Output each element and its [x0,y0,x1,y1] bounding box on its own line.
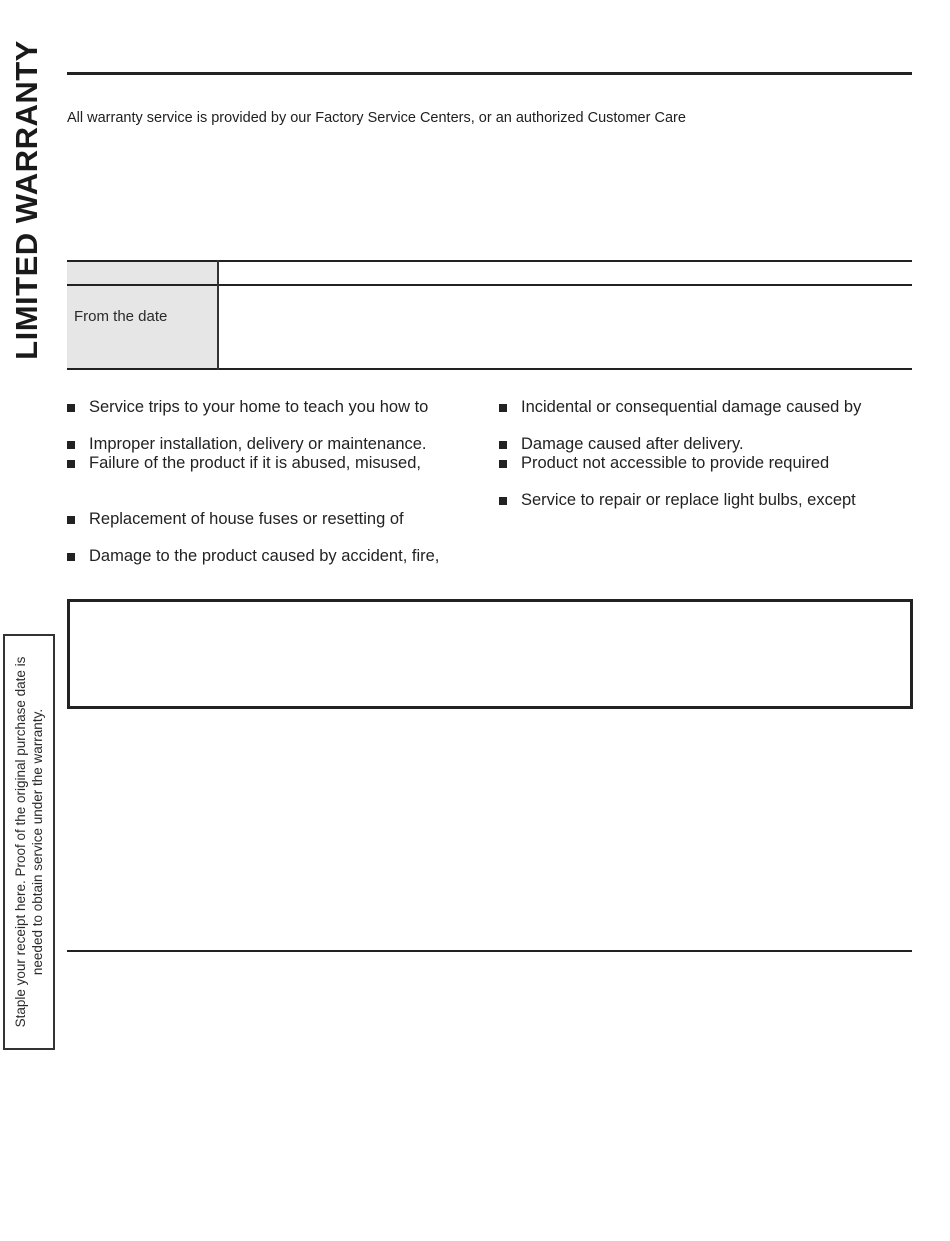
table-top-border [67,260,912,262]
bullet-icon [499,460,507,468]
bullet-icon [499,441,507,449]
section-title-vertical [0,0,52,370]
list-item: Service trips to your home to teach you how to [67,398,428,417]
coverage-table [67,260,912,370]
top-divider [67,72,912,75]
list-item: Damage to the product caused by accident, fire, [67,547,439,566]
staple-receipt-box [3,634,55,1050]
list-item: Damage caused after delivery. [499,435,744,454]
table-header-border [67,284,912,286]
bullet-icon [499,497,507,505]
list-item: Product not accessible to provide required [499,454,829,473]
bullet-icon [67,516,75,524]
bullet-icon [67,441,75,449]
list-item: Improper installation, delivery or maintenance. [67,435,427,454]
table-row-period-cell [67,286,217,368]
bullet-icon [67,553,75,561]
bullet-icon [67,404,75,412]
list-item: Incidental or consequential damage caused by [499,398,861,417]
table-row-period: From the date [74,308,168,325]
list-item: Replacement of house fuses or resetting of [67,510,404,529]
table-header-period-cell [67,262,217,284]
page-title: LIMITED WARRANTY [9,40,44,360]
table-column-divider [217,260,219,370]
notice-box [67,599,913,709]
intro-paragraph: All warranty service is provided by our Factory Service Centers, or an authorized Customer Care [67,110,686,126]
bottom-divider [67,950,912,952]
list-item: Failure of the product if it is abused, misused, [67,454,421,473]
list-item: Service to repair or replace light bulbs, except [499,491,856,510]
staple-receipt-note: Staple your receipt here. Proof of the original purchase date is needed to obtain service under the warranty. [13,656,45,1028]
bullet-icon [67,460,75,468]
bullet-icon [499,404,507,412]
table-bottom-border [67,368,912,370]
